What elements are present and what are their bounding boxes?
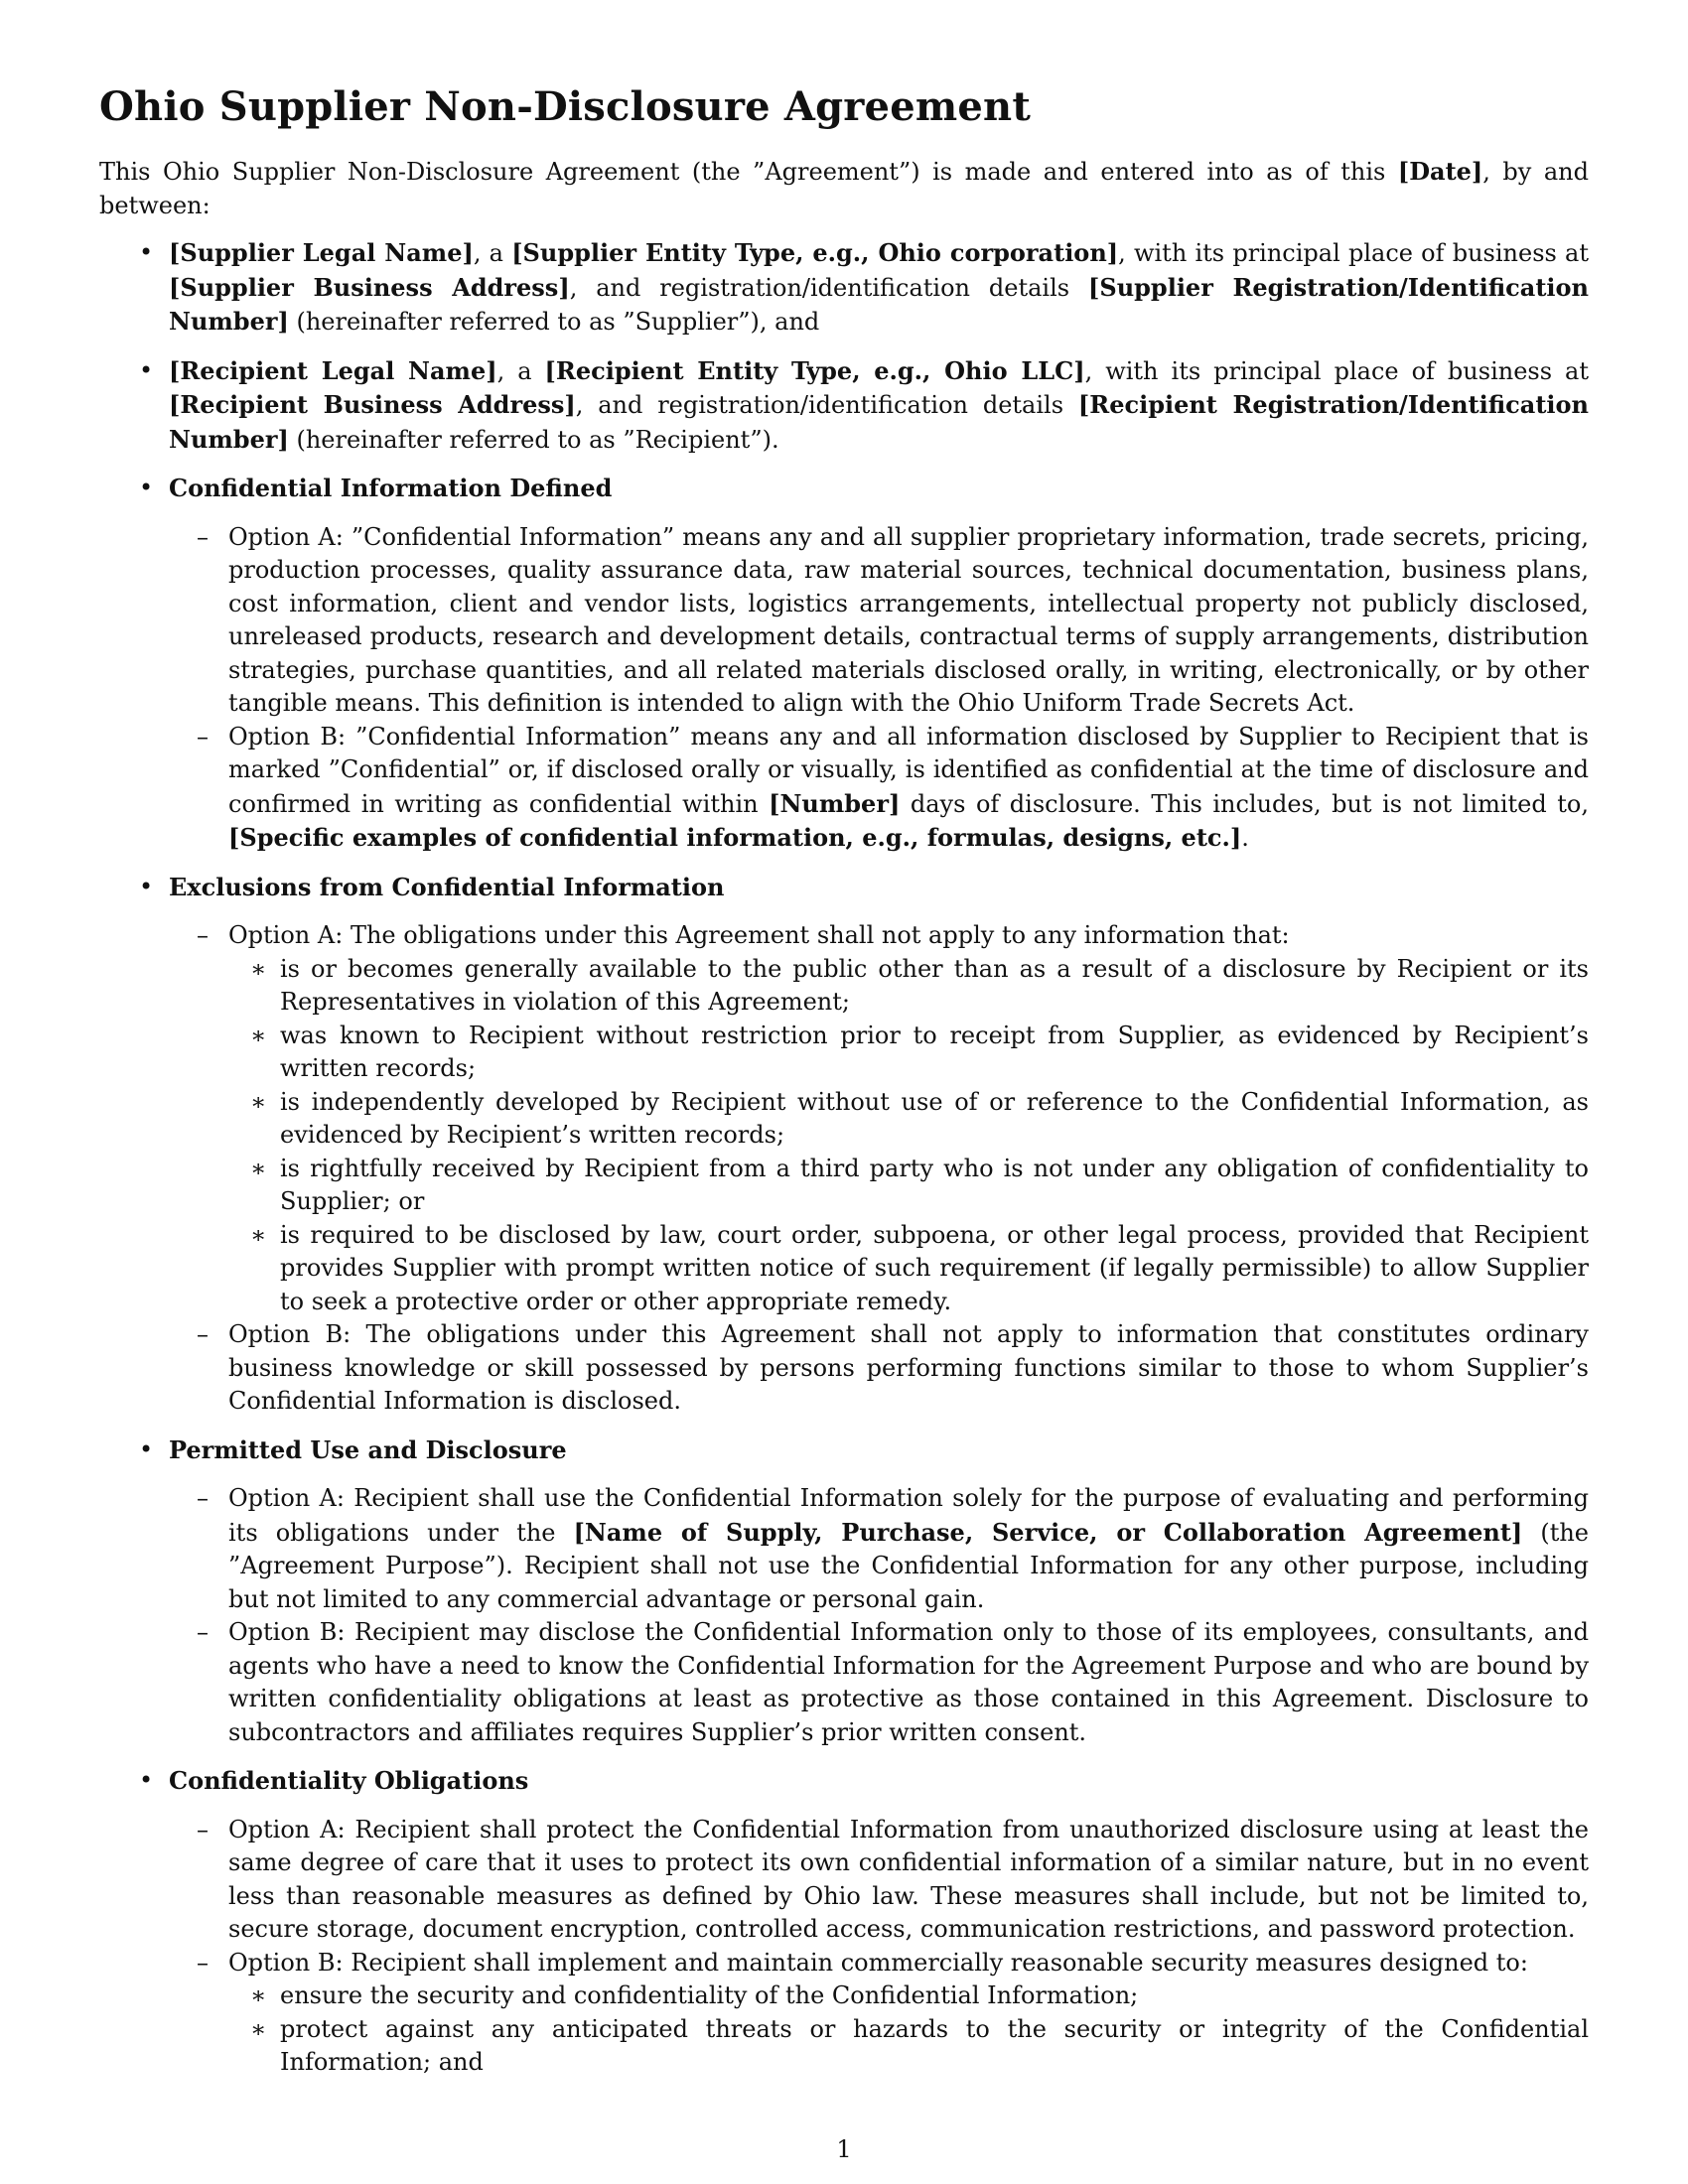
document-title: Ohio Supplier Non-Disclosure Agreement xyxy=(99,83,1031,130)
bullet-icon: • xyxy=(139,355,154,384)
option-b: – Option B: Recipient may disclose the Confidential Information only to those of its employees, consultants, and agents who have a need to know the Confidential Information for the Agreement Purpose and who are bound by written confidentiality obligations at least as protective as those contained in this Agreement. Disclosure to subcontractors and affiliates requires Supplier’s prior written consent. xyxy=(197,1618,1589,1746)
bullet-icon: • xyxy=(139,474,154,501)
list-item: ∗ is independently developed by Recipient without use of or reference to the Confidential Information, as evidenced by Recipient’s written records; xyxy=(250,1087,1589,1149)
section-title: Confidential Information Defined xyxy=(169,474,613,502)
bullet-icon: • xyxy=(139,872,154,900)
dash-icon: – xyxy=(197,1484,209,1512)
asterisk-icon: ∗ xyxy=(250,2014,267,2043)
option-a: – Option A: Recipient shall protect the Confidential Information from unauthorized disclosure using at least the same degree of care that it uses to protect its own confidential information of a similar nature, but in no event less than reasonable measures as defined by Ohio law. These measures shall include, but not be limited to, secure storage, document encryption, controlled access, communication restrictions, and password protection. xyxy=(197,1815,1589,1943)
bullet-icon: • xyxy=(139,1434,154,1463)
option-a: – Option A: ”Confidential Information” means any and all supplier proprietary information, trade secrets, pricing, production processes, quality assurance data, raw material sources, technical documentation, business plans, cost information, client and vendor lists, logistics arrangements, intellectual property not publicly disclosed, unreleased products, research and development details, contractual terms of supply arrangements, distribution strategies, purchase quantities, and all related materials disclosed orally, in writing, electronically, or by other tangible means. This definition is intended to align with the Ohio Uniform Trade Secrets Act. xyxy=(197,522,1589,717)
bullet-icon: • xyxy=(139,238,154,266)
section-exclusions xyxy=(99,871,1589,1419)
option-a: – Option A: Recipient shall use the Confidential Information solely for the purpose of evaluating and performing its obligations under the [Name of Supply, Purchase, Service, or Collaboration Agreement] (the ”Agreement Purpose”). Recipient shall not use the Confidential Information for any other purpose, including but not limited to any commercial advantage or personal gain. xyxy=(197,1484,1590,1613)
section-title: Confidentiality Obligations xyxy=(169,1766,529,1795)
section-title: Exclusions from Confidential Information xyxy=(169,872,725,901)
dash-icon: – xyxy=(197,522,209,551)
asterisk-icon: ∗ xyxy=(250,1154,267,1182)
party-supplier: • [Supplier Legal Name], a [Supplier Entity Type, e.g., Ohio corporation], with its principal place of business at [Supplier Business Address], and registration/identification details [Supplier Registration/Identification Number] (hereinafter referred to as ”Supplier”), and xyxy=(139,238,1590,336)
asterisk-icon: ∗ xyxy=(250,1021,267,1049)
intro-paragraph: This Ohio Supplier Non-Disclosure Agreement (the ”Agreement”) is made and entered into as of this [Date], by and between: xyxy=(99,157,1589,219)
option-a: – Option A: The obligations under this Agreement shall not apply to any information that: ∗ is or becomes generally available to the public other than as a result of a disclosure by Recipient or its Representatives in violation of this Agreement; ∗ was known to Recipient without restriction prior to receipt from Supplier, as evidenced by Recipient’s written records; ∗ is independently developed by Recipient without use of or reference to the Confidential Information, as evidenced by Recipient’s written records; ∗ is rightfully received by Recipient from a third party who is not under any obligation of confidentiality to Supplier; or ∗ is required to be disclosed by law, court order, subpoena, or other legal process, provided that Recipient provides Supplier with prompt written notice of such requirement (if legally permissible) to allow Supplier to seek a protective order or other appropriate remedy. xyxy=(169,919,1589,1318)
asterisk-icon: ∗ xyxy=(250,954,267,983)
page-number: 1 xyxy=(836,2135,852,2163)
list-item: ∗ ensure the security and confidentiality of the Confidential Information; xyxy=(228,1979,1589,2013)
bullet-icon: • xyxy=(139,1766,154,1794)
asterisk-icon: ∗ xyxy=(250,1220,267,1249)
date-placeholder: [Date] xyxy=(1397,157,1483,186)
section-confidential-information xyxy=(99,472,1589,856)
option-b: – Option B: The obligations under this Agreement shall not apply to information that constitutes ordinary business knowledge or skill possessed by persons performing functions similar to those to whom Supplier’s Confidential Information is disclosed. xyxy=(197,1320,1589,1415)
dash-icon: – xyxy=(197,1948,209,1977)
document-page xyxy=(99,83,1589,2095)
asterisk-icon: ∗ xyxy=(250,1981,267,2009)
list-item: ∗ was known to Recipient without restriction prior to receipt from Supplier, as evidenced by Recipient’s written records; xyxy=(250,1021,1589,1082)
asterisk-icon: ∗ xyxy=(250,1087,267,1116)
list-item: ∗ protect against any anticipated threats or hazards to the security or integrity of the Confidential Information; and xyxy=(250,2014,1589,2076)
section-confidentiality-obligations xyxy=(99,1764,1589,2080)
main-list xyxy=(99,236,1589,2080)
list-item: ∗ is rightfully received by Recipient from a third party who is not under any obligation of confidentiality to Supplier; or xyxy=(250,1154,1589,1215)
option-b: – Option B: ”Confidential Information” means any and all information disclosed by Supplier to Recipient that is marked ”Confidential” or, if disclosed orally or visually, is identified as confidential at the time of disclosure and confirmed in writing as confidential within [Number] days of disclosure. This includes, but is not limited to, [Specific examples of confidential information, e.g., formulas, designs, etc.]. xyxy=(197,722,1589,852)
dash-icon: – xyxy=(197,1320,209,1348)
dash-icon: – xyxy=(197,1815,209,1843)
party-recipient: • [Recipient Legal Name], a [Recipient Entity Type, e.g., Ohio LLC], with its principal place of business at [Recipient Business Address], and registration/identification details [Recipient Registration/Identification Number] (hereinafter referred to as ”Recipient”). xyxy=(139,355,1590,454)
section-title: Permitted Use and Disclosure xyxy=(169,1434,567,1464)
dash-icon: – xyxy=(197,722,209,751)
dash-icon: – xyxy=(197,1618,209,1646)
list-item: ∗ is required to be disclosed by law, court order, subpoena, or other legal process, provided that Recipient provides Supplier with prompt written notice of such requirement (if legally permissible) to allow Supplier to seek a protective order or other appropriate remedy. xyxy=(250,1220,1589,1315)
list-item: ∗ is or becomes generally available to the public other than as a result of a disclosure by Recipient or its Representatives in violation of this Agreement; xyxy=(250,954,1589,1016)
option-b: – Option B: Recipient shall implement and maintain commercially reasonable security measures designed to: ∗ ensure the security and confidentiality of the Confidential Information; ∗ protect against any anticipated threats or hazards to the security or integrity of the Confidential Information; and xyxy=(169,1947,1589,2080)
section-permitted-use xyxy=(99,1433,1589,1750)
dash-icon: – xyxy=(197,921,209,949)
